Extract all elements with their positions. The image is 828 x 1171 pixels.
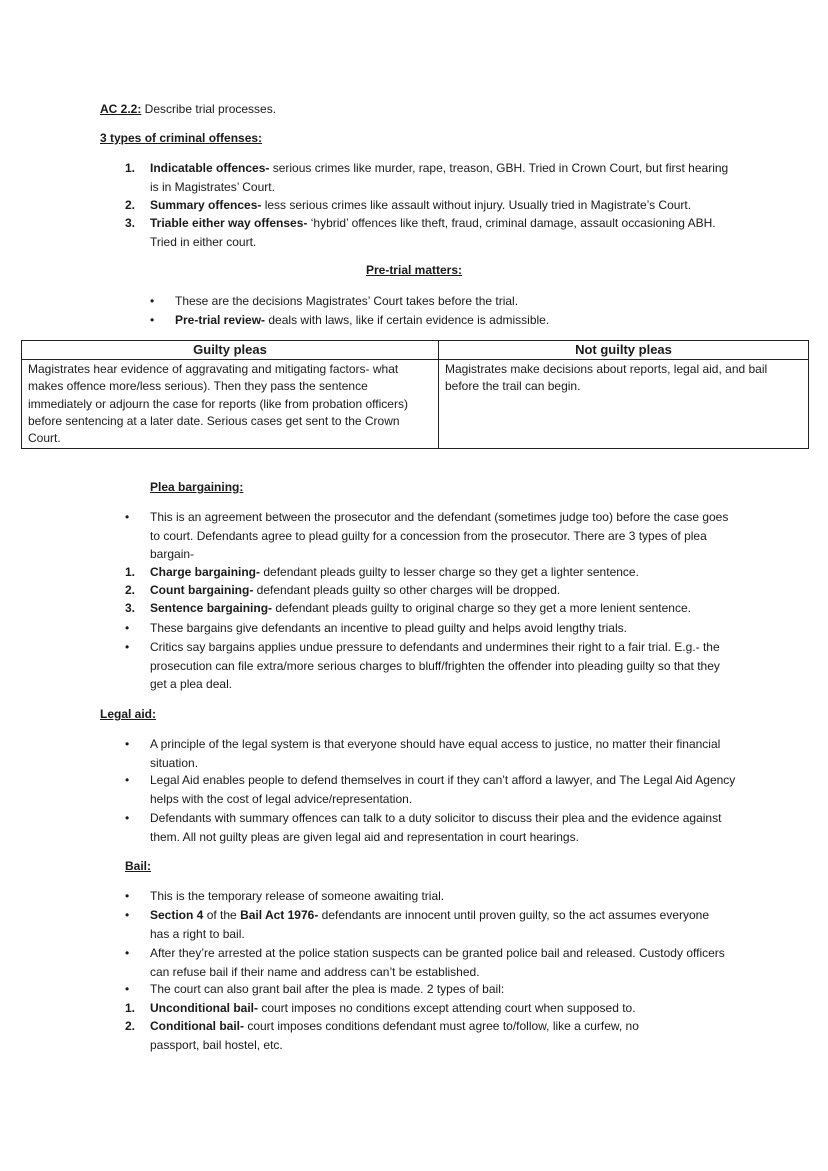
pb-intro: This is an agreement between the prosecutor and the defendant (sometimes judge too) before the case goes to court. Defendants agree to plead guilty for a concession from the prosecutor. There are 3 types of plea bargain- [150,510,729,561]
types-item-2 [150,196,750,215]
pb-bullet-1: • [125,510,130,524]
types-term-1: Indicatable offences- [150,161,270,175]
types-text-2: less serious crimes like assault without injury. Usually tried in Magistrate’s Court. [261,198,692,212]
types-num-1: 1. [125,161,136,175]
bail-type-1 [150,999,636,1018]
pleas-table-row [22,360,809,449]
bail-type-term-2: Conditional bail- [150,1019,244,1033]
pb-bullet-2: • [125,621,130,635]
pretrial-bullet-2: • [150,313,155,327]
bail-mid: of the [203,908,241,922]
pb-text-1: defendant pleads guilty to lesser charge so they get a lighter sentence. [260,565,639,579]
bail-item-2 [150,906,710,943]
types-text-1: serious crimes like murder, rape, treason, GBH. Tried in Crown Court, but first hearing is in Magistrates’ Court. [150,161,729,194]
types-item-1 [150,159,740,196]
bail-heading: Bail: [125,859,152,873]
pb-text-2: defendant pleads guilty so other charges will be dropped. [253,583,561,597]
plea-bargaining-heading: Plea bargaining: [150,480,244,494]
bail-item-3: After they’re arrested at the police station suspects can be granted police bail and released. Custody officers can refuse bail if their name and address can’t be established. [150,946,725,979]
la-item-3: Defendants with summary offences can talk to a duty solicitor to discuss their plea and the evidence against them. All not guilty pleas are given legal aid and representation in court hearings. [150,811,722,844]
pretrial-term-2: Pre-trial review- [175,313,266,327]
bail-type-text-2: court imposes conditions defendant must agree to/follow, like a curfew, no passport, bail hostel, etc. [150,1019,639,1052]
bail-bullet-4: • [125,982,130,996]
pb-item-1 [150,563,639,582]
pretrial-text-2: deals with laws, like if certain evidence is admissible. [265,313,550,327]
bail-bullet-3: • [125,946,130,960]
bail-term-act: Bail Act 1976- [240,908,319,922]
pb-item-incentive: These bargains give defendants an incentive to plead guilty and helps avoid lengthy trials. [150,621,627,635]
bail-num-2: 2. [125,1019,136,1033]
pb-num-2: 2. [125,583,136,597]
not-guilty-pleas-header: Not guilty pleas [439,341,809,360]
bail-type-text-1: court imposes no conditions except attending court when supposed to. [258,1001,636,1015]
pb-num-1: 1. [125,565,136,579]
pb-term-1: Charge bargaining- [150,565,261,579]
bail-item-1: This is the temporary release of someone awaiting trial. [150,889,445,903]
pb-bullet-3: • [125,640,130,654]
ac-line [100,100,276,119]
bail-item-4: The court can also grant bail after the plea is made. 2 types of bail: [150,982,505,996]
bail-type-2 [150,1017,690,1054]
la-bullet-1: • [125,737,130,751]
pretrial-bullet-1: • [150,294,155,308]
ac-code: AC 2.2: [100,102,142,116]
pretrial-heading: Pre-trial matters: [365,263,463,277]
guilty-pleas-cell: Magistrates hear evidence of aggravating and mitigating factors- what makes offence more/less serious). Then they pass the sentence immediately or adjourn the case for reports (like from probation officers) before sentencing at a later date. Serious cases get sent to the Crown Court. [22,360,439,449]
pb-term-2: Count bargaining- [150,583,254,597]
bail-term-section: Section 4 [150,908,204,922]
legal-aid-heading: Legal aid: [100,707,157,721]
la-bullet-3: • [125,811,130,825]
bail-bullet-2: • [125,908,130,922]
la-item-2: Legal Aid enables people to defend themselves in court if they can’t afford a lawyer, and The Legal Aid Agency helps with the cost of legal advice/representation. [150,773,736,806]
guilty-pleas-header: Guilty pleas [22,341,439,360]
pb-text-3: defendant pleads guilty to original charge so they get a more lenient sentence. [272,601,691,615]
pb-term-3: Sentence bargaining- [150,601,273,615]
pb-item-2 [150,581,560,600]
types-num-2: 2. [125,198,136,212]
pb-item-critics: Critics say bargains applies undue pressure to defendants and undermines their right to a fair trial. E.g.- the prosecution can file extra/more serious charges to bluff/frighten the offender into pleading guilty so that they get a plea deal. [150,640,720,691]
ac-text: Describe trial processes. [141,102,277,116]
types-item-3 [150,214,740,251]
pb-item-3 [150,599,691,618]
pretrial-item-1: These are the decisions Magistrates’ Court takes before the trial. [175,294,519,308]
types-text-3: ‘hybrid’ offences like theft, fraud, criminal damage, assault occasioning ABH. Tried in either court. [150,216,716,249]
bail-type-term-1: Unconditional bail- [150,1001,258,1015]
not-guilty-pleas-cell: Magistrates make decisions about reports, legal aid, and bail before the trail can begin. [439,360,809,449]
pleas-table [21,340,809,449]
pretrial-item-2 [175,311,549,330]
types-term-3: Triable either way offenses- [150,216,308,230]
bail-bullet-1: • [125,889,130,903]
pb-num-3: 3. [125,601,136,615]
types-num-3: 3. [125,216,136,230]
types-heading: 3 types of criminal offenses: [100,131,263,145]
la-bullet-2: • [125,773,130,787]
types-term-2: Summary offences- [150,198,262,212]
bail-num-1: 1. [125,1001,136,1015]
la-item-1: A principle of the legal system is that everyone should have equal access to justice, no matter their financial situation. [150,737,721,770]
pleas-table-header-row [22,341,809,360]
bail-text-2: defendants are innocent until proven guilty, so the act assumes everyone has a right to bail. [150,908,710,941]
